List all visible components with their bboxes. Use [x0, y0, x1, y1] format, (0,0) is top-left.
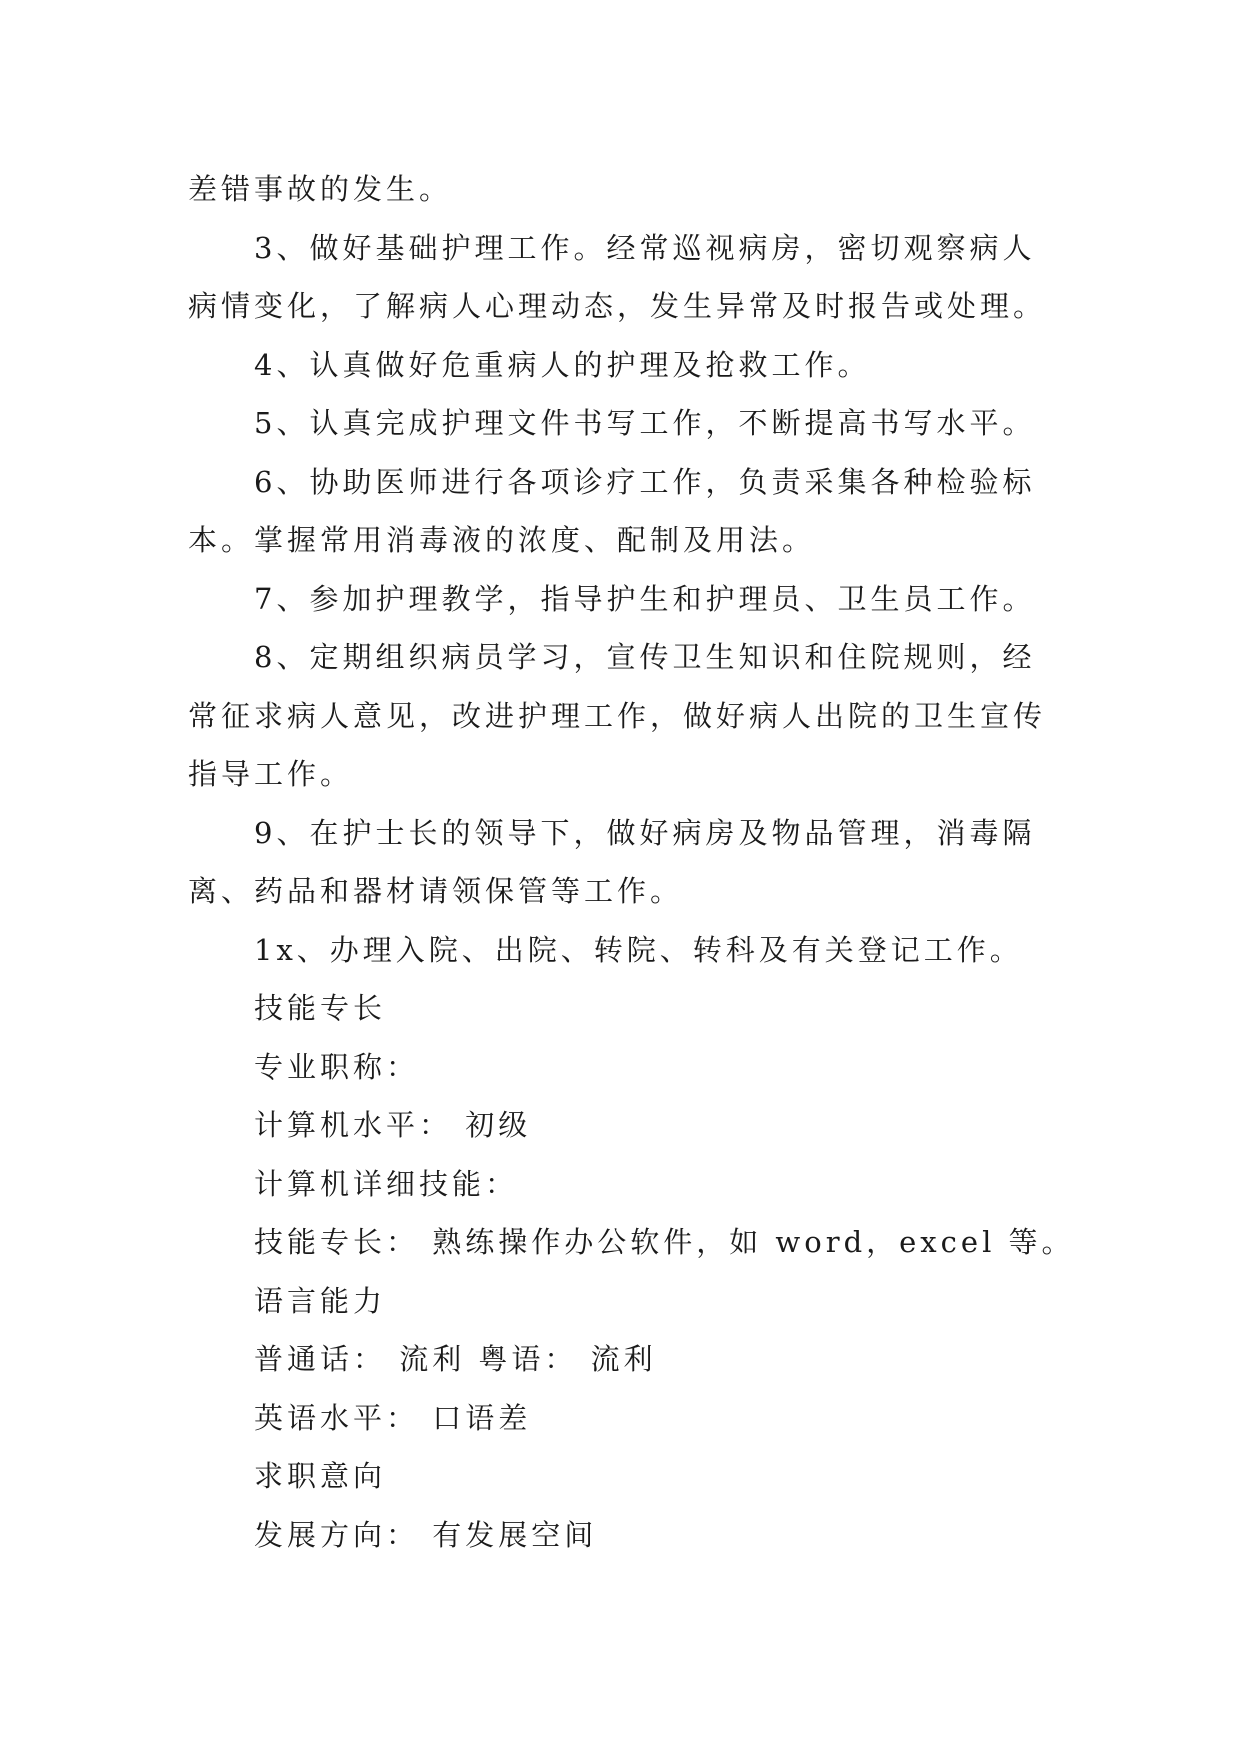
field-mandarin-cantonese: 普通话： 流利 粤语： 流利	[254, 1342, 657, 1376]
paragraph-line: 6、协助医师进行各项诊疗工作，负责采集各种检验标	[254, 464, 1036, 499]
field-english-level: 英语水平： 口语差	[254, 1400, 532, 1435]
paragraph-line: 差错事故的发生。	[188, 172, 453, 206]
field-skill-specialty: 技能专长： 熟练操作办公软件，如 word，excel 等。	[254, 1225, 1075, 1259]
paragraph-line: 7、参加护理教学，指导护生和护理员、卫生员工作。	[254, 581, 1036, 616]
field-computer-level: 计算机水平： 初级	[254, 1108, 532, 1142]
section-heading-job-intention: 求职意向	[254, 1459, 387, 1493]
section-heading-language: 语言能力	[254, 1283, 387, 1318]
paragraph-line: 指导工作。	[188, 757, 354, 791]
field-development-direction: 发展方向： 有发展空间	[254, 1517, 598, 1552]
paragraph-line: 1x、办理入院、出院、转院、转科及有关登记工作。	[254, 932, 1023, 967]
section-heading-skills: 技能专长	[254, 991, 387, 1025]
document-body	[188, 160, 1075, 1564]
field-computer-skills: 计算机详细技能：	[254, 1166, 519, 1201]
paragraph-line: 4、认真做好危重病人的护理及抢救工作。	[254, 347, 871, 382]
paragraph-line: 8、定期组织病员学习，宣传卫生知识和住院规则，经	[254, 640, 1036, 674]
paragraph-line: 5、认真完成护理文件书写工作，不断提高书写水平。	[254, 406, 1036, 440]
paragraph-line: 离、药品和器材请领保管等工作。	[188, 874, 684, 908]
paragraph-line: 3、做好基础护理工作。经常巡视病房，密切观察病人	[254, 230, 1036, 265]
paragraph-line: 病情变化，了解病人心理动态，发生异常及时报告或处理。	[188, 289, 1047, 323]
field-professional-title: 专业职称：	[254, 1049, 420, 1084]
paragraph-line: 9、在护士长的领导下，做好病房及物品管理，消毒隔	[254, 815, 1036, 850]
paragraph-line: 本。掌握常用消毒液的浓度、配制及用法。	[188, 523, 816, 557]
paragraph-line: 常征求病人意见，改进护理工作，做好病人出院的卫生宣传	[188, 698, 1047, 733]
